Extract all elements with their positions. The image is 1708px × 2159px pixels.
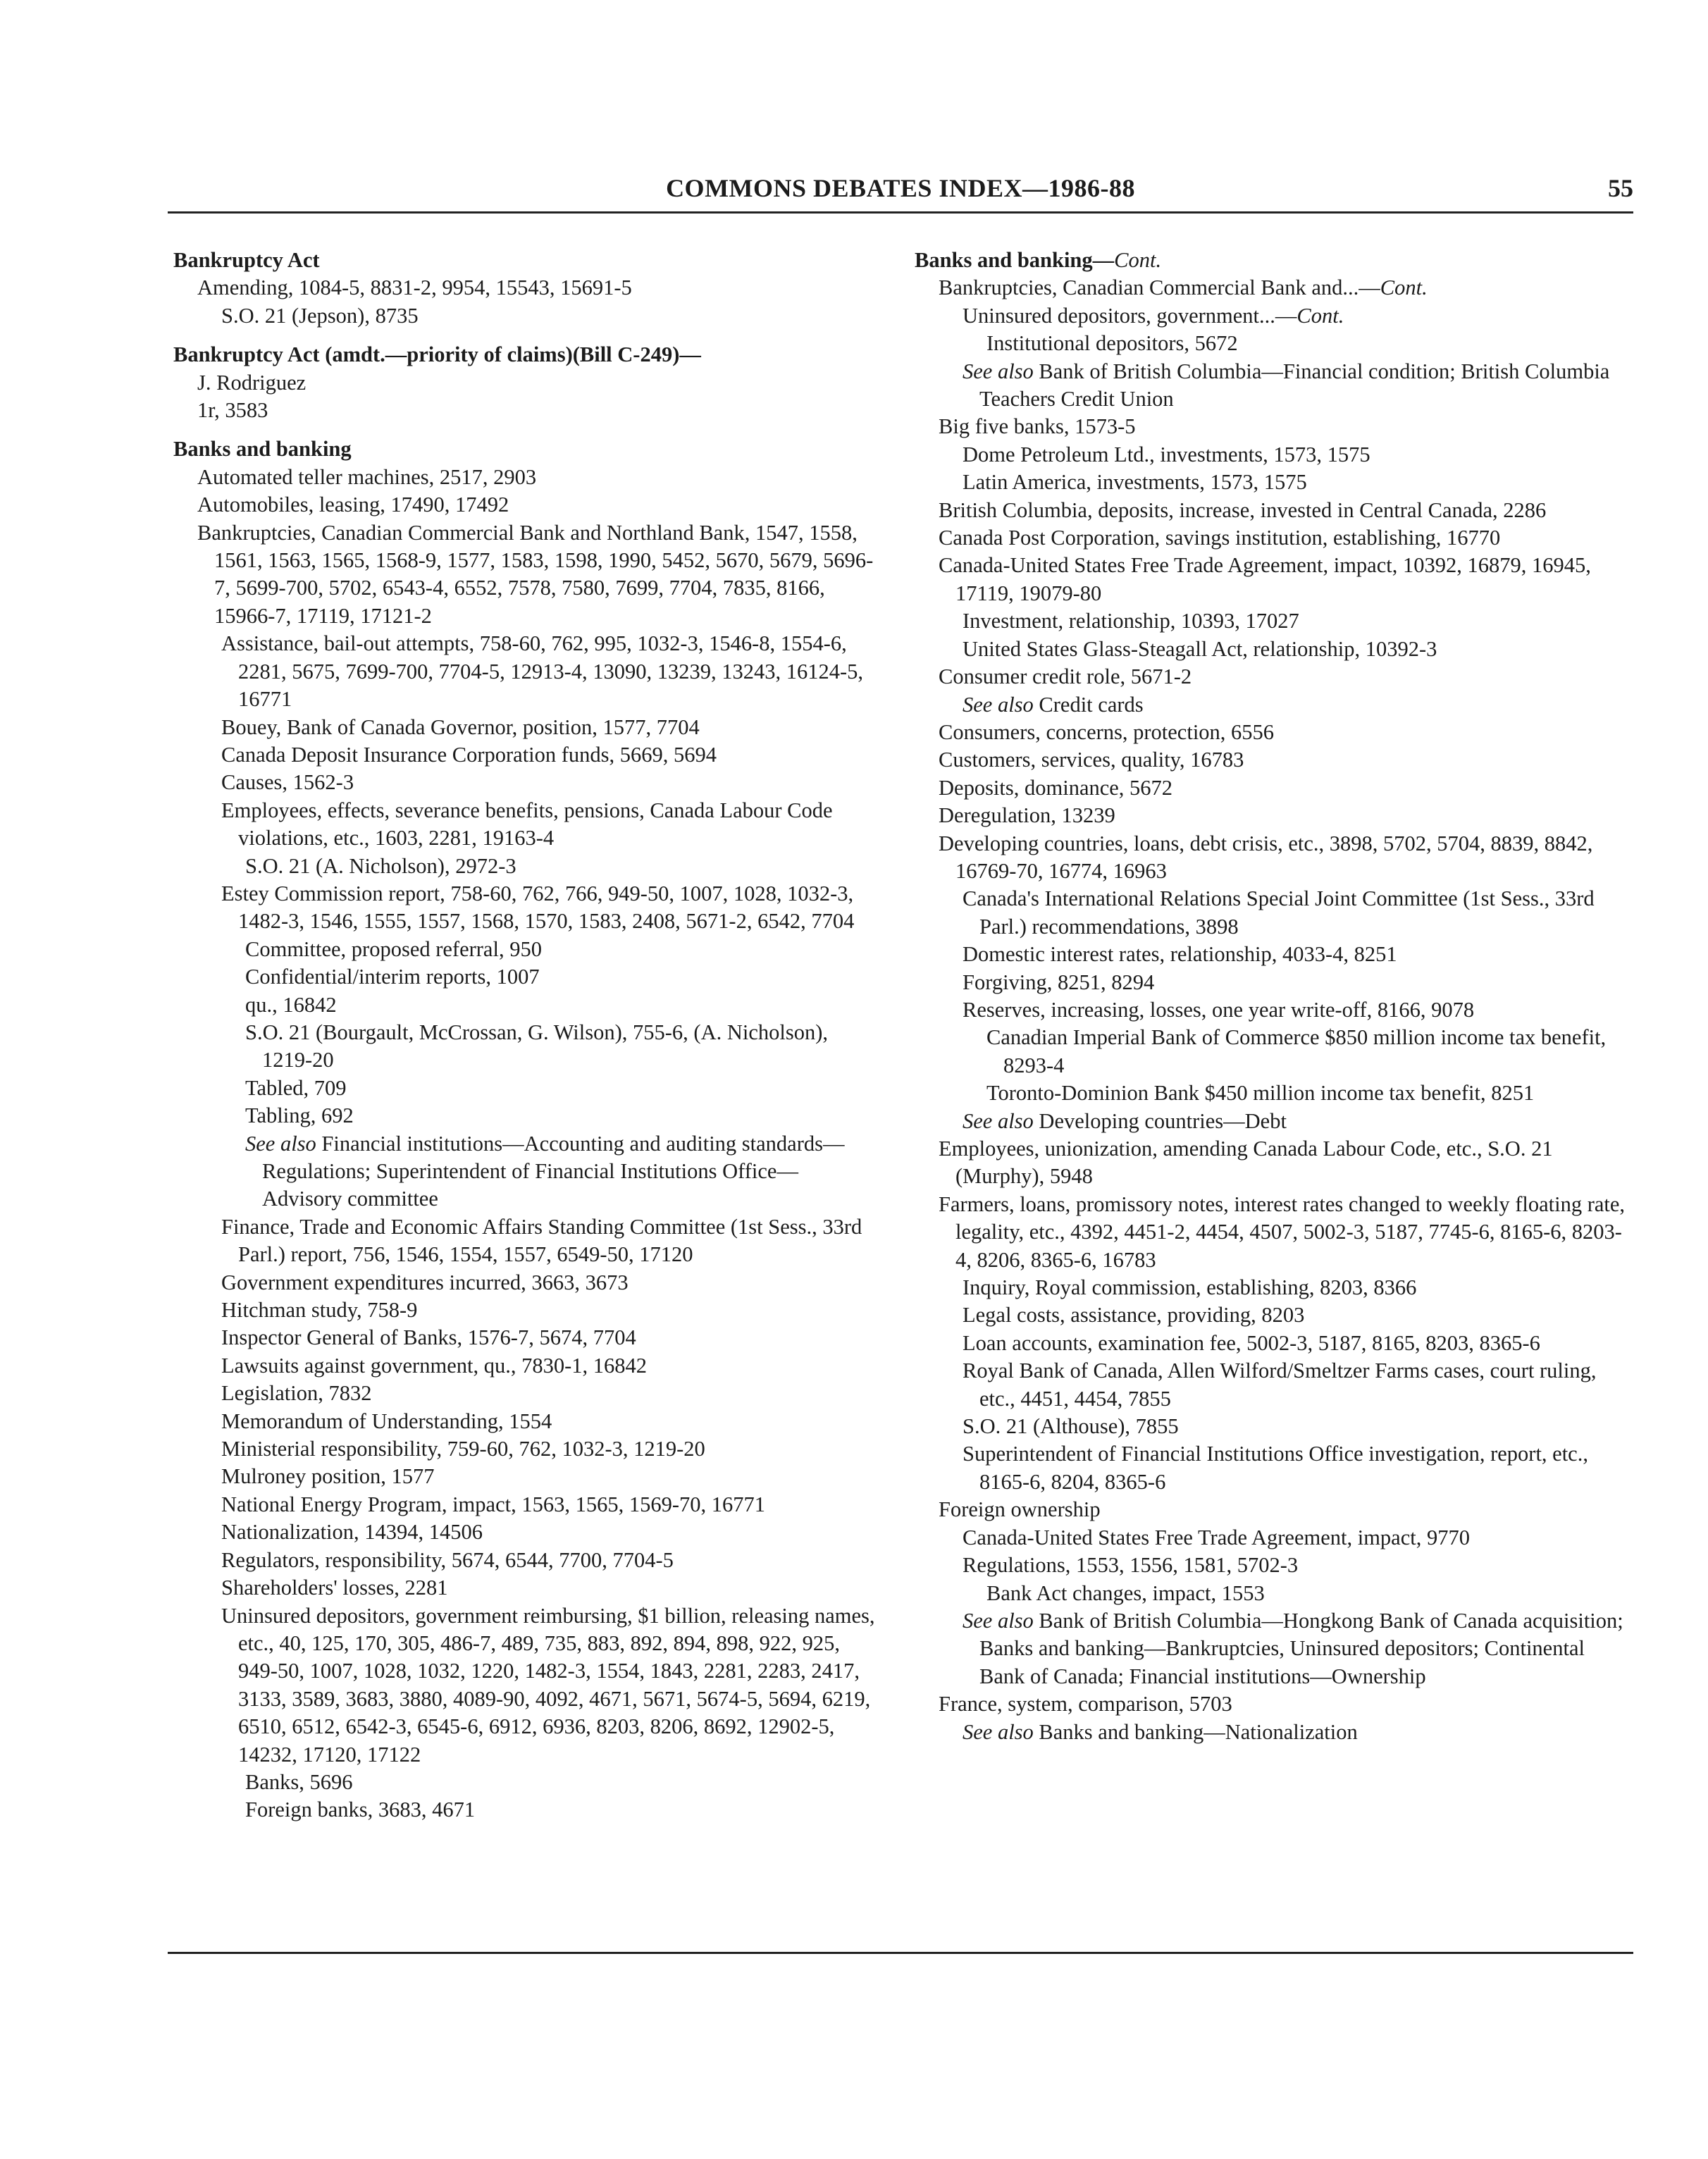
entry-text: Bankruptcy Act [173,248,320,272]
index-entry [173,1435,878,1463]
entry-text: Automobiles, leasing, 17490, 17492 [197,493,509,517]
entry-text: Hitchman study, 758-9 [221,1298,418,1323]
entry-text: Bankruptcies, Canadian Commercial Bank and...— [939,276,1380,300]
entry-text: Dome Petroleum Ltd., investments, 1573, 1575 [963,442,1370,466]
entry-text: Finance, Trade and Economic Affairs Standing Committee (1st Sess., 33rd Parl.) report, 756, 1546, 1554, 1557, 6549-50, 17120 [221,1214,862,1267]
index-entry [173,1102,878,1130]
see-also-label: See also [245,1131,316,1156]
index-heading [173,435,878,463]
index-entry [173,274,878,302]
entry-text: Causes, 1562-3 [221,770,354,795]
index-entry [173,963,878,991]
index-entry [915,1413,1633,1440]
index-entry [915,636,1633,663]
index-entry [173,1491,878,1518]
entry-text: Canada's International Relations Special Joint Committee (1st Sess., 33rd Parl.) recommendations, 3898 [963,886,1595,939]
index-entry [173,1547,878,1574]
index-entry [915,274,1633,302]
index-entry [915,1135,1633,1191]
index-entry [915,302,1633,330]
index-entry [173,1408,878,1435]
entry-text: Shareholders' losses, 2281 [221,1576,448,1600]
index-column-right [915,247,1633,1746]
footer-rule [168,1952,1633,1954]
index-entry [915,996,1633,1024]
entry-text: Reserves, increasing, losses, one year write-off, 8166, 9078 [963,997,1475,1022]
index-entry [173,464,878,491]
see-also-label: See also [963,1108,1034,1133]
index-entry [915,497,1633,524]
entry-text: Canada-United States Free Trade Agreement, impact, 9770 [963,1525,1470,1549]
index-entry [915,885,1633,941]
entry-text: British Columbia, deposits, increase, invested in Central Canada, 2286 [939,497,1547,522]
index-entry [173,1269,878,1297]
entry-text: Bank of British Columbia—Financial condition; British Columbia Teachers Credit Union [979,359,1610,412]
entry-text: Loan accounts, examination fee, 5002-3, 5187, 8165, 8203, 8365-6 [963,1330,1540,1355]
entry-text: qu., 16842 [245,992,337,1017]
index-entry [915,1690,1633,1718]
index-entry [173,1324,878,1351]
index-entry [173,936,878,963]
entry-text: Employees, unionization, amending Canada Labour Code, etc., S.O. 21 (Murphy), 5948 [939,1137,1553,1189]
index-entry [915,774,1633,802]
entry-text: Latin America, investments, 1573, 1575 [963,470,1307,495]
entry-text: Assistance, bail-out attempts, 758-60, 762, 995, 1032-3, 1546-8, 1554-6, 2281, 5675, 7699-700, 7704-5, 12913-4, 13090, 13239, 13243, 16124-5, 16771 [221,631,864,712]
entry-text: J. Rodriguez [197,370,307,395]
entry-text: Domestic interest rates, relationship, 4033-4, 8251 [963,942,1397,967]
entry-text: Bankruptcies, Canadian Commercial Bank and Northland Bank, 1547, 1558, 1561, 1563, 1565, 1568-9, 1577, 1583, 1598, 1990, 5452, 5670, 5679, 5696-7, 5699-700, 5702, 6543-4, 6552, 7578, 7580, 7699, 7704, 7835, 8166, 15966-7, 17119, 17121-2 [197,520,874,628]
index-entry [915,524,1633,552]
index-entry [173,797,878,853]
entry-text: Foreign ownership [939,1497,1101,1522]
index-entry [915,552,1633,607]
index-entry [915,1440,1633,1496]
entry-text: Mulroney position, 1577 [221,1464,435,1489]
index-entry [915,1552,1633,1579]
index-entry [915,469,1633,496]
index-entry [173,1297,878,1324]
index-entry [915,830,1633,886]
entry-text: Employees, effects, severance benefits, pensions, Canada Labour Code violations, etc., 1603, 2281, 19163-4 [221,798,833,850]
entry-text: Legal costs, assistance, providing, 8203 [963,1303,1305,1328]
entry-text: Confidential/interim reports, 1007 [245,965,540,989]
entry-text: Uninsured depositors, government reimbursing, $1 billion, releasing names, etc., 40, 125, 170, 305, 486-7, 489, 735, 883, 892, 894, 898, 922, 925, 949-50, 1007, 1028, 1032, 1220, 1482-3, 1554, 1843, 2281, 2283, 2417, 3133, 3589, 3683, 3880, 4089-90, 4092, 4671, 5671, 5674-5, 5694, 6219, 6510, 6512, 6542-3, 6545-6, 6912, 6936, 8203, 8206, 8692, 12902-5, 14232, 17120, 17122 [221,1603,875,1767]
index-entry [915,1301,1633,1329]
entry-text: Canada-United States Free Trade Agreement, impact, 10392, 16879, 16945, 17119, 19079-80 [939,553,1591,605]
continued-marker: Cont. [1297,303,1344,328]
entry-text: Ministerial responsibility, 759-60, 762, 1032-3, 1219-20 [221,1437,705,1461]
see-also-label: See also [963,692,1034,717]
entry-text: Nationalization, 14394, 14506 [221,1520,483,1545]
entry-text: Banks and banking [173,437,352,462]
index-entry [915,1580,1633,1607]
entry-text: Big five banks, 1573-5 [939,414,1136,439]
index-heading [173,341,878,369]
entry-text: Amending, 1084-5, 8831-2, 9954, 15543, 15691-5 [197,276,632,300]
entry-text: Government expenditures incurred, 3663, 3673 [221,1270,629,1294]
entry-text: Committee, proposed referral, 950 [245,936,542,961]
entry-text: S.O. 21 (Jepson), 8735 [221,303,419,328]
entry-text: Farmers, loans, promissory notes, interest rates changed to weekly floating rate, legality, etc., 4392, 4451-2, 4454, 4507, 5002-3, 5187, 7745-6, 8165-6, 8203-4, 8206, 8365-6, 16783 [939,1192,1626,1272]
entry-text: Automated teller machines, 2517, 2903 [197,464,537,489]
continued-marker: Cont. [1380,276,1428,300]
entry-text: Regulators, responsibility, 5674, 6544, 7700, 7704-5 [221,1547,674,1572]
entry-text: Bouey, Bank of Canada Governor, position, 1577, 7704 [221,714,700,739]
index-entry [173,630,878,713]
index-entry [173,397,878,424]
index-entry [915,1496,1633,1523]
index-entry [915,1024,1633,1080]
index-entry [173,519,878,631]
entry-text: National Energy Program, impact, 1563, 1565, 1569-70, 16771 [221,1492,765,1516]
header-rule [168,211,1633,214]
index-entry [173,714,878,741]
index-column-left [173,247,878,1824]
entry-text: Deposits, dominance, 5672 [939,775,1173,800]
entry-text: Credit cards [1033,692,1144,717]
entry-text: Superintendent of Financial Institutions Office investigation, report, etc., 8165-6, 8204, 8365-6 [963,1442,1588,1494]
index-entry [173,1574,878,1602]
entry-text: Uninsured depositors, government...— [963,303,1297,328]
entry-text: Banks and banking— [915,248,1115,272]
index-entry [173,369,878,397]
entry-text: Consumers, concerns, protection, 6556 [939,719,1275,744]
entry-text: Regulations, 1553, 1556, 1581, 5702-3 [963,1553,1299,1578]
index-heading [173,247,878,274]
index-entry [915,941,1633,968]
index-entry [173,1213,878,1269]
index-entry [915,607,1633,635]
index-entry [915,1080,1633,1107]
entry-text: Canada Post Corporation, savings institution, establishing, 16770 [939,526,1501,550]
entry-text: Banks and banking—Nationalization [1033,1719,1358,1744]
index-entry [915,1719,1633,1746]
running-title: COMMONS DEBATES INDEX—1986-88 [666,174,1135,202]
entry-text: Institutional depositors, 5672 [986,331,1238,356]
see-also-label: See also [963,1608,1034,1633]
entry-text: 1r, 3583 [197,398,268,423]
index-entry [915,663,1633,691]
index-entry [915,1607,1633,1690]
index-heading [915,247,1633,274]
index-entry [915,719,1633,746]
index-entry [173,853,878,880]
index-entry [173,491,878,519]
index-entry [915,1191,1633,1274]
entry-text: Royal Bank of Canada, Allen Wilford/Smeltzer Farms cases, court ruling, etc., 4451, 4454, 7855 [963,1359,1597,1411]
index-entry [173,1769,878,1796]
entry-text: Toronto-Dominion Bank $450 million income tax benefit, 8251 [986,1081,1535,1106]
entry-text: Forgiving, 8251, 8294 [963,970,1155,994]
index-entry [915,691,1633,719]
index-entry [173,1796,878,1824]
entry-text: Legislation, 7832 [221,1381,372,1406]
entry-text: Investment, relationship, 10393, 17027 [963,609,1299,633]
index-entry [173,302,878,330]
entry-text: Bankruptcy Act (amdt.—priority of claims)(Bill C-249)— [173,342,701,367]
index-entry [915,1108,1633,1135]
index-entry [915,358,1633,414]
entry-text: Memorandum of Understanding, 1554 [221,1409,552,1433]
entry-text: Lawsuits against government, qu., 7830-1, 16842 [221,1353,647,1378]
page-number: 55 [1608,174,1633,202]
index-entry [173,1352,878,1380]
index-entry [915,1524,1633,1552]
index-entry [915,1357,1633,1413]
continued-marker: Cont. [1114,248,1162,272]
entry-text: Banks, 5696 [245,1769,353,1794]
index-entry [173,769,878,796]
index-entry [173,1463,878,1490]
index-entry [173,1130,878,1213]
index-entry [915,746,1633,774]
entry-text: Deregulation, 13239 [939,803,1115,828]
index-entry [915,1330,1633,1357]
index-entry [915,413,1633,440]
see-also-label: See also [963,359,1034,383]
entry-text: Customers, services, quality, 16783 [939,748,1244,772]
index-entry [915,330,1633,357]
entry-text: Bank of British Columbia—Hongkong Bank of Canada acquisition; Banks and banking—Bankruptcies, Uninsured depositors; Continental Bank of Canada; Financial institutions—Ownership [979,1608,1623,1688]
entry-text: Foreign banks, 3683, 4671 [245,1798,476,1822]
index-entry [915,802,1633,829]
index-entry [915,1274,1633,1301]
entry-text: S.O. 21 (A. Nicholson), 2972-3 [245,853,516,878]
entry-text: Tabling, 692 [245,1103,354,1128]
entry-text: Canadian Imperial Bank of Commerce $850 million income tax benefit, 8293-4 [986,1025,1607,1077]
index-entry [915,441,1633,469]
entry-text: Inspector General of Banks, 1576-7, 5674, 7704 [221,1325,636,1350]
index-entry [173,1380,878,1407]
index-entry [915,969,1633,996]
entry-text: Financial institutions—Accounting and auditing standards—Regulations; Superintendent of Financial Institutions Office—Advisory committee [262,1131,845,1211]
index-entry [173,1019,878,1075]
entry-text: Developing countries—Debt [1033,1108,1287,1133]
entry-text: France, system, comparison, 5703 [939,1692,1232,1716]
entry-text: Canada Deposit Insurance Corporation funds, 5669, 5694 [221,742,717,767]
entry-text: Estey Commission report, 758-60, 762, 766, 949-50, 1007, 1028, 1032-3, 1482-3, 1546, 1555, 1557, 1568, 1570, 1583, 2408, 5671-2, 6542, 7704 [221,881,855,934]
entry-text: Bank Act changes, impact, 1553 [986,1580,1265,1605]
entry-text: Consumer credit role, 5671-2 [939,664,1192,689]
entry-text: United States Glass-Steagall Act, relationship, 10392-3 [963,636,1437,661]
index-entry [173,880,878,936]
index-entry [173,991,878,1019]
entry-text: S.O. 21 (Bourgault, McCrossan, G. Wilson), 755-6, (A. Nicholson), 1219-20 [245,1020,829,1072]
index-entry [173,1518,878,1546]
entry-text: S.O. 21 (Althouse), 7855 [963,1414,1179,1439]
index-entry [173,1075,878,1102]
entry-text: Inquiry, Royal commission, establishing, 8203, 8366 [963,1275,1417,1300]
entry-text: Tabled, 709 [245,1075,347,1100]
page-header [168,173,1633,213]
see-also-label: See also [963,1719,1034,1744]
index-entry [173,741,878,769]
entry-text: Developing countries, loans, debt crisis, etc., 3898, 5702, 5704, 8839, 8842, 16769-70, 16774, 16963 [939,831,1593,883]
index-entry [173,1602,878,1769]
